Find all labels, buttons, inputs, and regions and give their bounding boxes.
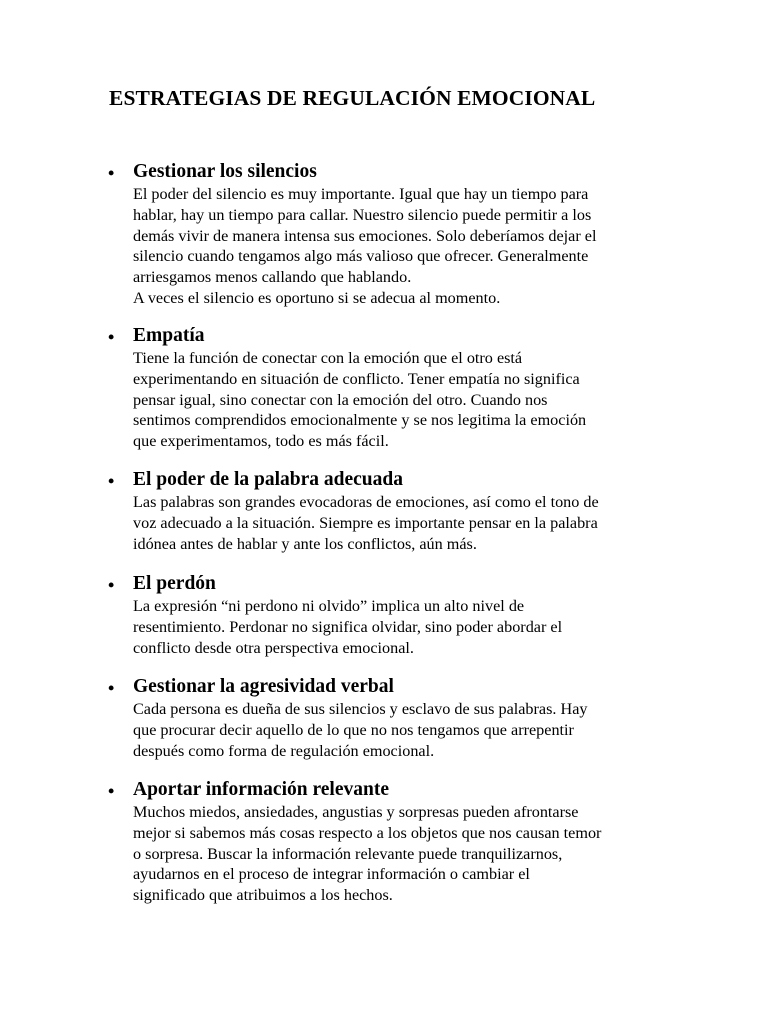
body-line: después como forma de regulación emocional. — [133, 741, 435, 760]
body-line: voz adecuado a la situación. Siempre es importante pensar en la palabra — [133, 513, 598, 532]
body-line: El poder del silencio es muy importante. Igual que hay un tiempo para — [133, 185, 589, 203]
body-line: que procurar decir aquello de lo que no nos tengamos que arrepentir — [133, 720, 574, 739]
body-line: pensar igual, sino conectar con la emoción del otro. Cuando nos — [133, 390, 548, 409]
body-line: Muchos miedos, ansiedades, angustias y sorpresas pueden afrontarse — [133, 803, 579, 821]
section-body — [133, 596, 673, 658]
body-line: resentimiento. Perdonar no significa olvidar, sino poder abordar el — [133, 617, 563, 636]
bullet-icon: • — [108, 163, 115, 183]
section-heading: El poder de la palabra adecuada — [133, 469, 403, 490]
body-line: hablar, hay un tiempo para callar. Nuestro silencio puede permitir a los — [133, 205, 592, 224]
body-line: mejor si sabemos más cosas respecto a los objetos que nos causan temor — [133, 823, 602, 842]
body-line: A veces el silencio es oportuno si se adecua al momento. — [133, 288, 501, 307]
body-line: sentimos comprendidos emocionalmente y se nos legitima la emoción — [133, 411, 587, 430]
body-line: Tiene la función de conectar con la emoción que el otro está — [133, 349, 523, 367]
body-line: experimentando en situación de conflicto. Tener empatía no significa — [133, 369, 580, 388]
bullet-icon: • — [108, 471, 115, 491]
section-body — [133, 492, 673, 554]
section-body — [133, 802, 673, 906]
body-line: que experimentamos, todo es más fácil. — [133, 432, 389, 451]
body-line: significado que atribuimos a los hechos. — [133, 886, 393, 905]
section-body — [133, 184, 673, 309]
bullet-icon: • — [108, 678, 115, 698]
section-body — [133, 348, 673, 452]
body-line: idónea antes de hablar y ante los conflictos, aún más. — [133, 534, 477, 553]
body-line: silencio cuando tengamos algo más valioso que ofrecer. Generalmente — [133, 247, 589, 266]
body-line: Cada persona es dueña de sus silencios y esclavo de sus palabras. Hay — [133, 700, 588, 718]
body-line: La expresión “ni perdono ni olvido” implica un alto nivel de — [133, 597, 525, 615]
section-heading: Empatía — [133, 325, 205, 346]
body-line: o sorpresa. Buscar la información relevante puede tranquilizarnos, — [133, 844, 563, 863]
section-heading: Aportar información relevante — [133, 779, 389, 800]
body-line: arriesgamos menos callando que hablando. — [133, 268, 412, 287]
body-line: ayudarnos en el proceso de integrar información o cambiar el — [133, 865, 530, 884]
bullet-icon: • — [108, 781, 115, 801]
bullet-icon: • — [108, 327, 115, 347]
section-heading: El perdón — [133, 573, 216, 594]
section-heading: Gestionar la agresividad verbal — [133, 676, 394, 697]
body-line: conflicto desde otra perspectiva emocional. — [133, 638, 414, 657]
section-heading: Gestionar los silencios — [133, 161, 317, 182]
bullet-icon: • — [108, 575, 115, 595]
section-body — [133, 699, 673, 761]
body-line: demás vivir de manera intensa sus emociones. Solo deberíamos dejar el — [133, 226, 597, 245]
body-line: Las palabras son grandes evocadoras de emociones, así como el tono de — [133, 493, 599, 511]
document-title: ESTRATEGIAS DE REGULACIÓN EMOCIONAL — [109, 86, 596, 110]
